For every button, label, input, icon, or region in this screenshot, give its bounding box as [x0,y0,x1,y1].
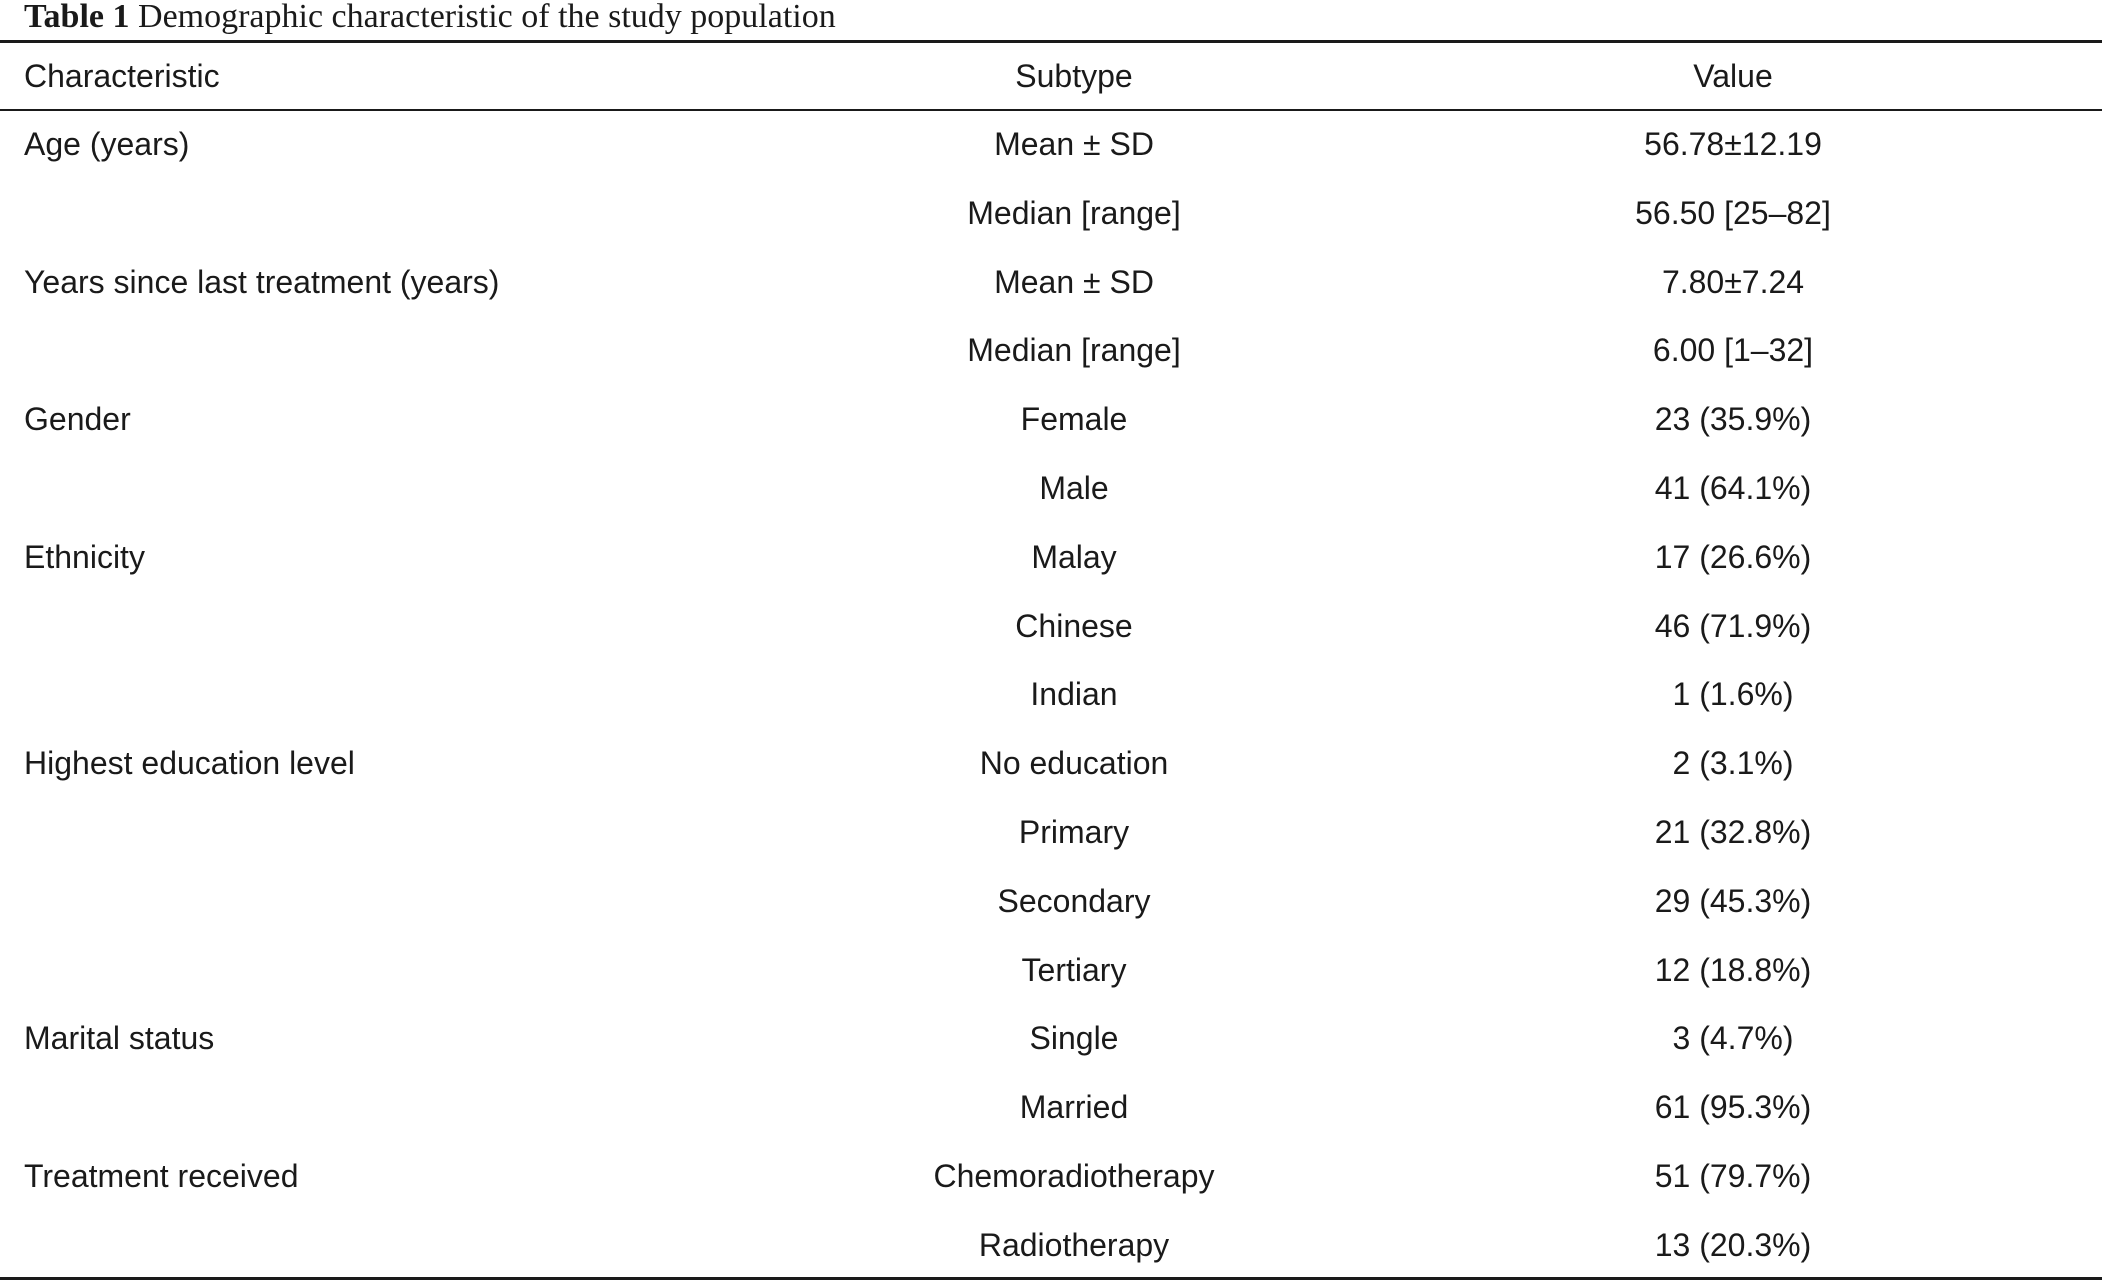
cell-characteristic [0,317,784,386]
table-row [0,1005,2102,1074]
table-row [0,798,2102,867]
table-row [0,1142,2102,1211]
table-row [0,661,2102,730]
cell-value: 17 (26.6%) [1654,538,1812,575]
table-row [0,523,2102,592]
cell-value: 51 (79.7%) [1654,1158,1812,1195]
table-row [0,729,2102,798]
cell-subtype: Primary [1018,814,1130,851]
cell-value: 13 (20.3%) [1654,1226,1812,1263]
cell-characteristic: Highest education level [24,745,355,782]
column-header-characteristic: Characteristic [24,57,220,94]
table-row [0,1211,2102,1280]
cell-characteristic [0,592,784,661]
table-caption [24,0,836,36]
cell-subtype: Male [1039,470,1109,507]
cell-characteristic: Age (years) [24,125,190,162]
cell-subtype: Malay [1031,538,1117,575]
cell-characteristic [0,1211,784,1280]
column-header-value: Value [1693,57,1773,94]
cell-subtype: Married [1019,1089,1129,1126]
cell-characteristic: Marital status [24,1020,215,1057]
table-row [0,248,2102,317]
table-row [0,385,2102,454]
cell-characteristic [0,798,784,867]
table-caption-title: Demographic characteristic of the study population [138,0,836,35]
cell-subtype: Indian [1030,676,1118,713]
cell-value: 1 (1.6%) [1672,676,1794,713]
table-header-row [0,43,2102,109]
cell-subtype: Mean ± SD [994,263,1154,300]
cell-characteristic [0,454,784,523]
cell-subtype: Chinese [1015,607,1133,644]
cell-value: 6.00 [1–32] [1652,332,1814,369]
demographics-table [0,43,2102,1280]
cell-subtype: Mean ± SD [994,125,1154,162]
cell-characteristic: Years since last treatment (years) [24,263,500,300]
table-row [0,454,2102,523]
cell-subtype: Chemoradiotherapy [933,1158,1215,1195]
table-row [0,109,2102,179]
table-row [0,936,2102,1005]
table-row [0,867,2102,936]
cell-value: 2 (3.1%) [1672,745,1794,782]
cell-characteristic [0,936,784,1005]
cell-subtype: Single [1029,1020,1119,1057]
cell-characteristic: Gender [24,401,131,438]
cell-value: 29 (45.3%) [1654,882,1812,919]
cell-characteristic [0,1073,784,1142]
table-row [0,592,2102,661]
cell-subtype: No education [979,745,1169,782]
cell-value: 23 (35.9%) [1654,401,1812,438]
table-row [0,317,2102,386]
cell-value: 7.80±7.24 [1661,263,1805,300]
cell-value: 41 (64.1%) [1654,470,1812,507]
cell-subtype: Secondary [997,882,1151,919]
cell-characteristic [0,179,784,248]
cell-value: 56.50 [25–82] [1635,194,1831,231]
table-row [0,179,2102,248]
cell-value: 56.78±12.19 [1644,125,1822,162]
cell-value: 61 (95.3%) [1654,1089,1812,1126]
column-header-subtype: Subtype [1015,57,1133,94]
cell-characteristic [0,661,784,730]
table-caption-label: Table 1 [24,0,130,35]
cell-characteristic: Treatment received [24,1158,299,1195]
cell-characteristic: Ethnicity [24,538,145,575]
cell-subtype: Female [1020,401,1128,438]
cell-subtype: Radiotherapy [978,1226,1170,1263]
table-row [0,1073,2102,1142]
cell-value: 21 (32.8%) [1654,814,1812,851]
cell-subtype: Tertiary [1021,951,1127,988]
cell-value: 3 (4.7%) [1672,1020,1794,1057]
cell-value: 46 (71.9%) [1654,607,1812,644]
cell-subtype: Median [range] [967,194,1181,231]
cell-value: 12 (18.8%) [1654,951,1812,988]
cell-subtype: Median [range] [967,332,1181,369]
cell-characteristic [0,867,784,936]
